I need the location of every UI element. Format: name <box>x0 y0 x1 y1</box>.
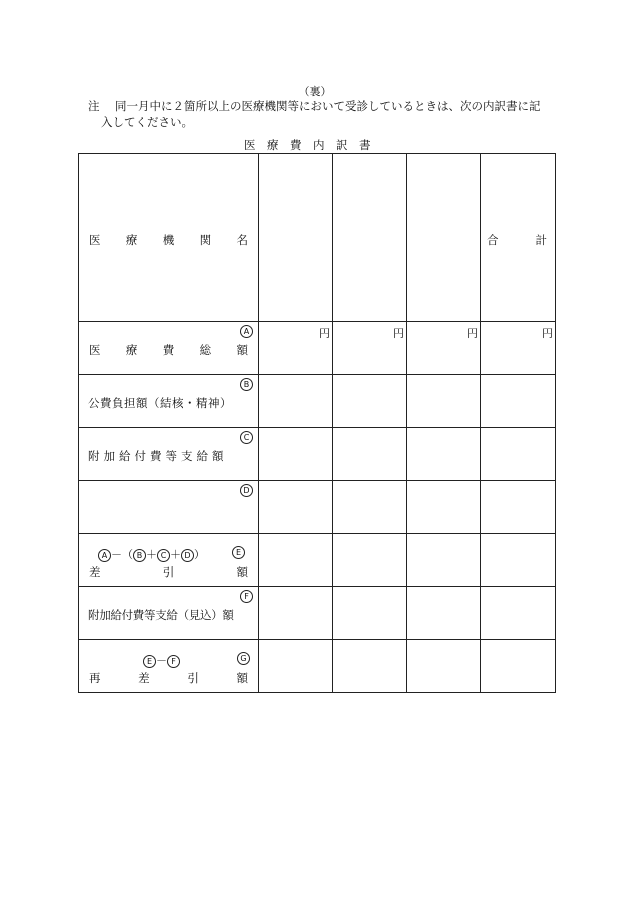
label-char: 計 <box>535 233 547 247</box>
ref-marker-a: A <box>98 549 111 562</box>
row-c-total-field[interactable] <box>481 428 556 481</box>
label-char: 引 <box>162 565 175 579</box>
label-char: 療 <box>125 343 138 357</box>
marker-c: C <box>240 431 253 444</box>
row-d-amount-field-2[interactable] <box>333 481 407 534</box>
label-char: 関 <box>199 233 212 247</box>
row-c-label-cell <box>79 428 259 481</box>
row-d-total-field[interactable] <box>481 481 556 534</box>
row-b-amount-field-1[interactable] <box>259 375 333 428</box>
row-d <box>79 481 556 534</box>
label-char: 名 <box>236 233 248 247</box>
note-line-2: 入してください。 <box>101 115 193 129</box>
row-e-amount-field-1[interactable] <box>259 534 333 587</box>
institution-name-row <box>79 154 556 322</box>
row-c-amount-field-1[interactable] <box>259 428 333 481</box>
row-g-label-cell <box>79 640 259 693</box>
public-expense-burden-row <box>79 375 556 428</box>
institution-name-field-1[interactable] <box>259 154 333 322</box>
label-char: 機 <box>162 233 175 247</box>
row-g-amount-field-3[interactable] <box>407 640 481 693</box>
total-medical-expense-row <box>79 322 556 375</box>
label-char: 差 <box>89 565 101 579</box>
ref-marker-b: B <box>133 549 146 562</box>
additional-benefit-row <box>79 428 556 481</box>
re-difference-row <box>79 640 556 693</box>
formula-text: － <box>156 654 167 667</box>
estimated-additional-benefit-row <box>79 587 556 640</box>
row-f-label-cell <box>79 587 259 640</box>
page-heading: （裏） <box>298 85 332 98</box>
institution-name-label-cell <box>79 154 259 322</box>
total-header-cell <box>481 154 556 322</box>
ref-marker-f: F <box>167 655 180 668</box>
row-e-formula <box>98 546 205 562</box>
total-header-label <box>487 232 547 248</box>
label-char: 医 <box>89 233 101 247</box>
row-a-total-field[interactable] <box>481 322 556 375</box>
label-char: 額 <box>236 671 248 685</box>
marker-d: D <box>240 484 253 497</box>
row-g-amount-field-1[interactable] <box>259 640 333 693</box>
row-c-amount-field-3[interactable] <box>407 428 481 481</box>
note-mark: 注 <box>88 99 100 113</box>
row-f-total-field[interactable] <box>481 587 556 640</box>
marker-e: E <box>232 546 245 559</box>
row-c-amount-field-2[interactable] <box>333 428 407 481</box>
row-d-label-cell <box>79 481 259 534</box>
row-b-label: 公費負担額（結核・精神） <box>88 396 232 410</box>
row-e-label-cell <box>79 534 259 587</box>
row-e-amount-field-2[interactable] <box>333 534 407 587</box>
row-a-amount-field-2[interactable] <box>333 322 407 375</box>
row-g-formula <box>143 652 180 668</box>
label-char: 総 <box>199 343 212 357</box>
row-d-amount-field-1[interactable] <box>259 481 333 534</box>
yen-unit: 円 <box>319 327 330 340</box>
label-char: 費 <box>162 343 175 357</box>
label-char: 額 <box>236 565 248 579</box>
ref-marker-e: E <box>143 655 156 668</box>
row-a-amount-field-1[interactable] <box>259 322 333 375</box>
institution-name-label <box>89 232 248 248</box>
ref-marker-d: D <box>181 549 194 562</box>
row-b-amount-field-3[interactable] <box>407 375 481 428</box>
label-char: 合 <box>487 233 499 247</box>
institution-name-field-3[interactable] <box>407 154 481 322</box>
yen-unit: 円 <box>542 327 553 340</box>
row-f-amount-field-1[interactable] <box>259 587 333 640</box>
formula-text: ） <box>194 548 205 561</box>
marker-b: B <box>240 378 253 391</box>
row-e-label <box>89 564 248 580</box>
row-g-total-field[interactable] <box>481 640 556 693</box>
marker-f: F <box>240 590 253 603</box>
table-title: 医 療 費 内 訳 書 <box>244 138 371 152</box>
row-f-amount-field-3[interactable] <box>407 587 481 640</box>
row-a-label-cell <box>79 322 259 375</box>
label-char: 額 <box>236 343 248 357</box>
row-d-amount-field-3[interactable] <box>407 481 481 534</box>
label-char: 医 <box>89 343 101 357</box>
marker-a: A <box>240 325 253 338</box>
formula-text: ＋ <box>146 548 157 561</box>
yen-unit: 円 <box>467 327 478 340</box>
formula-text: ＋ <box>170 548 181 561</box>
row-f-amount-field-2[interactable] <box>333 587 407 640</box>
difference-row <box>79 534 556 587</box>
note-line-1: 同一月中に２箇所以上の医療機関等において受診しているときは、次の内訳書に記 <box>115 99 541 113</box>
row-a-label <box>89 342 248 358</box>
row-e-total-field[interactable] <box>481 534 556 587</box>
institution-name-field-2[interactable] <box>333 154 407 322</box>
marker-g: G <box>237 652 250 665</box>
row-a-amount-field-3[interactable] <box>407 322 481 375</box>
ref-marker-c: C <box>157 549 170 562</box>
formula-text: －（ <box>111 548 133 561</box>
row-b-total-field[interactable] <box>481 375 556 428</box>
row-g-label <box>89 670 248 686</box>
yen-unit: 円 <box>393 327 404 340</box>
row-f-label: 附加給付費等支給（見込）額 <box>88 608 234 622</box>
row-e-amount-field-3[interactable] <box>407 534 481 587</box>
row-b-label-cell <box>79 375 259 428</box>
row-c-label: 附加給付費等支給額 <box>88 449 228 463</box>
label-char: 再 <box>89 671 101 685</box>
row-g-amount-field-2[interactable] <box>333 640 407 693</box>
row-b-amount-field-2[interactable] <box>333 375 407 428</box>
medical-expense-breakdown-table <box>78 153 556 693</box>
label-char: 引 <box>187 671 199 685</box>
label-char: 差 <box>138 671 150 685</box>
label-char: 療 <box>125 233 138 247</box>
